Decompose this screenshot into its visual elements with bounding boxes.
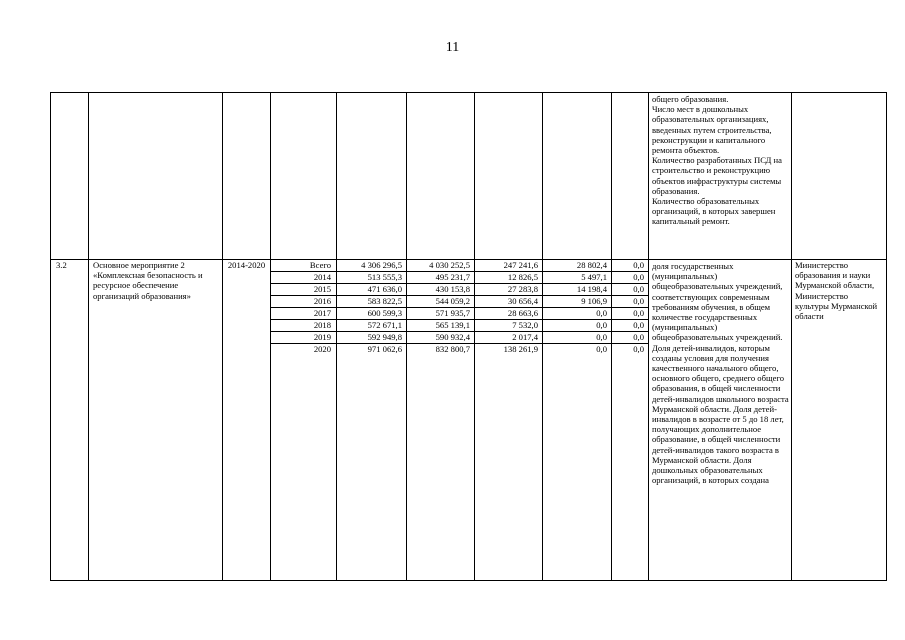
continued-indicators [649, 93, 792, 260]
row-year: 2014 [271, 272, 337, 284]
row-total: 572 671,1 [337, 320, 407, 332]
row-total: 471 636,0 [337, 284, 407, 296]
row-value: 430 153,8 [407, 284, 475, 296]
row-year: 2017 [271, 308, 337, 320]
row-value: 7 532,0 [475, 320, 543, 332]
continued-row [51, 93, 887, 260]
row-value: 0,0 [543, 320, 612, 332]
activity-period: 2014-2020 [223, 260, 271, 581]
page-number: 11 [445, 40, 460, 55]
row-total: 513 555,3 [337, 272, 407, 284]
row-value: 30 656,4 [475, 296, 543, 308]
row-value: 28 663,6 [475, 308, 543, 320]
row-value: 590 932,4 [407, 332, 475, 344]
program-table [50, 92, 887, 581]
row-value: 12 826,5 [475, 272, 543, 284]
row-year: 2018 [271, 320, 337, 332]
row-value: 0,0 [612, 332, 649, 344]
row-value: 0,0 [543, 332, 612, 344]
row-total: 971 062,6 [337, 344, 407, 581]
row-year: 2020 [271, 344, 337, 581]
cell-empty [475, 93, 543, 260]
row-year: Всего [271, 260, 337, 272]
cell-empty [792, 93, 887, 260]
indicator-text: Число мест в дошкольных образовательных организациях, введенных путем строительства, реконструкции и капитального ремонта объектов. [652, 104, 772, 156]
row-value: 27 283,8 [475, 284, 543, 296]
activity-executors: Министерство образования и науки Мурманской области, Министерство культуры Мурманской области [792, 260, 887, 581]
row-total: 600 599,3 [337, 308, 407, 320]
row-value: 0,0 [612, 320, 649, 332]
cell-empty [51, 93, 89, 260]
row-value: 28 802,4 [543, 260, 612, 272]
row-value: 565 139,1 [407, 320, 475, 332]
row-value: 544 059,2 [407, 296, 475, 308]
row-year: 2019 [271, 332, 337, 344]
cell-empty [223, 93, 271, 260]
activity-name: Основное мероприятие 2 «Комплексная безопасность и ресурсное обеспечение организаций образования» [89, 260, 223, 581]
indicator-text: Количество образовательных организаций, в которых завершен капитальный ремонт. [652, 196, 776, 227]
row-value: 9 106,9 [543, 296, 612, 308]
cell-empty [89, 93, 223, 260]
row-value: 4 030 252,5 [407, 260, 475, 272]
row-total: 583 822,5 [337, 296, 407, 308]
row-value: 0,0 [612, 308, 649, 320]
row-value: 571 935,7 [407, 308, 475, 320]
row-value: 0,0 [612, 296, 649, 308]
cell-empty [271, 93, 337, 260]
row-value: 0,0 [612, 260, 649, 272]
row-year: 2016 [271, 296, 337, 308]
activity-index: 3.2 [51, 260, 89, 581]
row-total: 592 949,8 [337, 332, 407, 344]
row-value: 832 800,7 [407, 344, 475, 581]
row-year: 2015 [271, 284, 337, 296]
row-value: 2 017,4 [475, 332, 543, 344]
row-total: 4 306 296,5 [337, 260, 407, 272]
row-value: 138 261,9 [475, 344, 543, 581]
indicator-text: общего образования. [652, 94, 729, 104]
activity-indicators: доля государственных (муниципальных) общеобразовательных учреждений, соответствующих современным требованиям обучения, в общем количестве государственных (муниципальных) общеобразовательных учреждений. Доля детей-инвалидов, которым созданы условия для получения качественного начального общего, основного общего, среднего общего образования, в общей численности детей-инвалидов школьного возраста Мурманской области. Доля детей-инвалидов в возрасте от 5 до 18 лет, получающих дополнительное образование, в общей численности детей-инвалидов такого возраста в Мурманской области. Доля дошкольных образовательных организаций, в которых создана [649, 260, 792, 581]
row-value: 0,0 [612, 284, 649, 296]
row-value: 0,0 [612, 344, 649, 581]
row-value: 0,0 [543, 308, 612, 320]
cell-empty [543, 93, 612, 260]
row-value: 14 198,4 [543, 284, 612, 296]
row-value: 5 497,1 [543, 272, 612, 284]
row-value: 495 231,7 [407, 272, 475, 284]
cell-empty [407, 93, 475, 260]
table-row [51, 260, 887, 272]
row-value: 0,0 [612, 272, 649, 284]
row-value: 247 241,6 [475, 260, 543, 272]
indicator-text: Количество разработанных ПСД на строительство и реконструкцию объектов инфраструктуры системы образования. [652, 155, 782, 196]
cell-empty [612, 93, 649, 260]
cell-empty [337, 93, 407, 260]
row-value: 0,0 [543, 344, 612, 581]
